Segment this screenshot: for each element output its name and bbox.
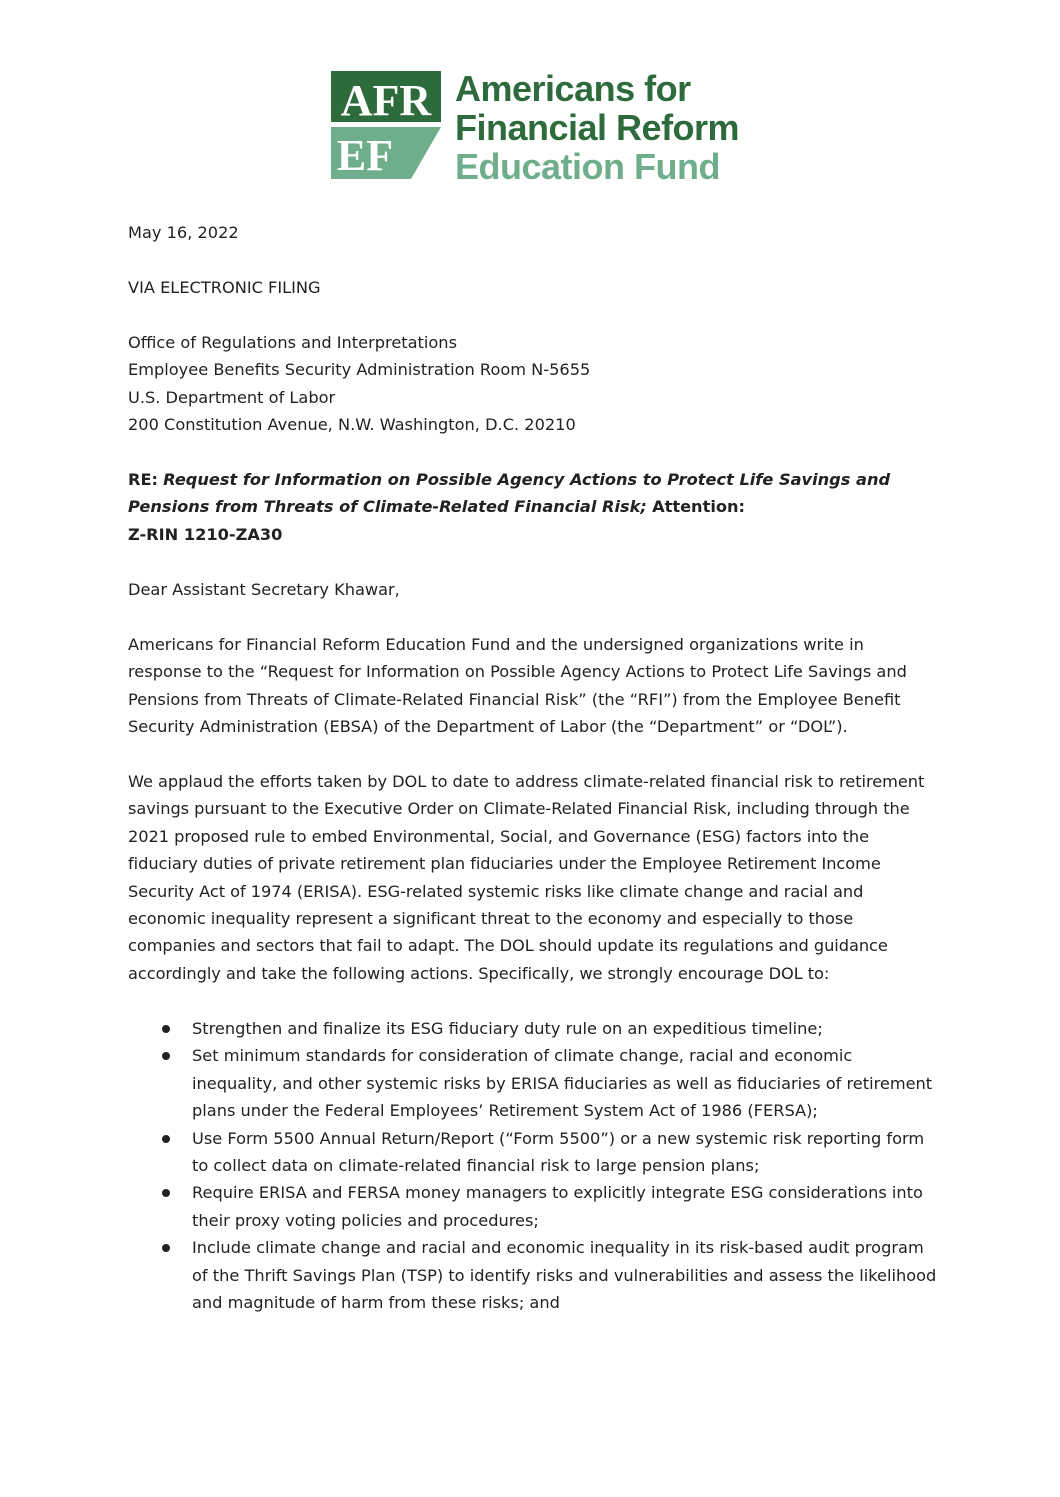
- address-line: U.S. Department of Labor: [128, 387, 336, 407]
- body-paragraph: Americans for Financial Reform Education Fund and the undersigned organizations write in response to the “Request for Information on Possible Agency Actions to Protect Life Savings and Pensions from Threats of Climate-Related Financial Risk” (the “RFI”) from the Employee Benefit Security Administration (EBSA) of the Department of Labor (the “Department” or “DOL”).: [128, 635, 907, 737]
- letter-date: May 16, 2022: [128, 223, 239, 242]
- afr-ef-logo: [331, 68, 740, 187]
- list-item-text: Strengthen and finalize its ESG fiduciary duty rule on an expeditious timeline;: [192, 1019, 823, 1038]
- list-item-text: Require ERISA and FERSA money managers to explicitly integrate ESG considerations into their proxy voting policies and procedures;: [192, 1183, 923, 1230]
- recommendations-list: [128, 1015, 938, 1316]
- bullet-icon: [162, 1052, 170, 1060]
- list-item-text: Set minimum standards for consideration of climate change, racial and economic inequality, and other systemic risks by ERISA fiduciaries as well as fiduciaries of retirement plans under the Federal Employees’ Retirement System Act of 1986 (FERSA);: [192, 1046, 933, 1121]
- logo-mark-top-text: AFR: [340, 76, 432, 125]
- list-item: [128, 1042, 938, 1124]
- list-item-text: Use Form 5500 Annual Return/Report (“Form 5500”) or a new systemic risk reporting form to collect data on climate-related financial risk to large pension plans;: [192, 1128, 925, 1176]
- list-item-text: Include climate change and racial and economic inequality in its risk-based audit program of the Thrift Savings Plan (TSP) to identify risks and vulnerabilities and assess the likelihood and magnitude of harm from these risks; and: [192, 1238, 937, 1313]
- logo-line-1: Americans for: [455, 68, 691, 109]
- salutation: Dear Assistant Secretary Khawar,: [128, 580, 400, 599]
- list-item: [128, 1015, 938, 1042]
- list-item: [128, 1234, 938, 1316]
- logo-mark-bottom-text: EF: [336, 131, 394, 179]
- subject-line: [128, 466, 938, 548]
- address-line: 200 Constitution Avenue, N.W. Washington, D.C. 20210: [128, 415, 576, 435]
- bullet-icon: [162, 1135, 170, 1143]
- logo-line-3: Education Fund: [455, 146, 720, 187]
- subject-rin: Z-RIN 1210-ZA30: [128, 524, 283, 544]
- address-line: Employee Benefits Security Administration Room N-5655: [128, 360, 591, 380]
- subject-attention: Attention:: [652, 497, 745, 517]
- logo-wordmark: [455, 69, 745, 186]
- logo-line-2: Financial Reform: [455, 107, 740, 148]
- bullet-icon: [162, 1025, 170, 1033]
- subject-title: Request for Information on Possible Agency Actions to Protect Life Savings and Pensions from Threats of Climate-Related Financial Risk;: [128, 470, 891, 517]
- recipient-address: [128, 329, 938, 439]
- list-item: [128, 1125, 938, 1180]
- bullet-icon: [162, 1189, 170, 1197]
- list-item: [128, 1179, 938, 1234]
- body-paragraph: We applaud the efforts taken by DOL to date to address climate-related financial risk to retirement savings pursuant to the Executive Order on Climate-Related Financial Risk, including through the 2021 proposed rule to embed Environmental, Social, and Governance (ESG) factors into the fiduciary duties of private retirement plan fiduciaries under the Employee Retirement Income Security Act of 1974 (ERISA). ESG-related systemic risks like climate change and racial and economic inequality represent a significant threat to the economy and especially to those companies and sectors that fail to adapt. The DOL should update its regulations and guidance accordingly and take the following actions. Specifically, we strongly encourage DOL to:: [128, 772, 925, 983]
- afr-ef-logo-mark: [331, 71, 443, 179]
- address-line: Office of Regulations and Interpretations: [128, 333, 457, 352]
- delivery-method: VIA ELECTRONIC FILING: [128, 278, 321, 297]
- bullet-icon: [162, 1244, 170, 1252]
- subject-label: RE:: [128, 470, 158, 489]
